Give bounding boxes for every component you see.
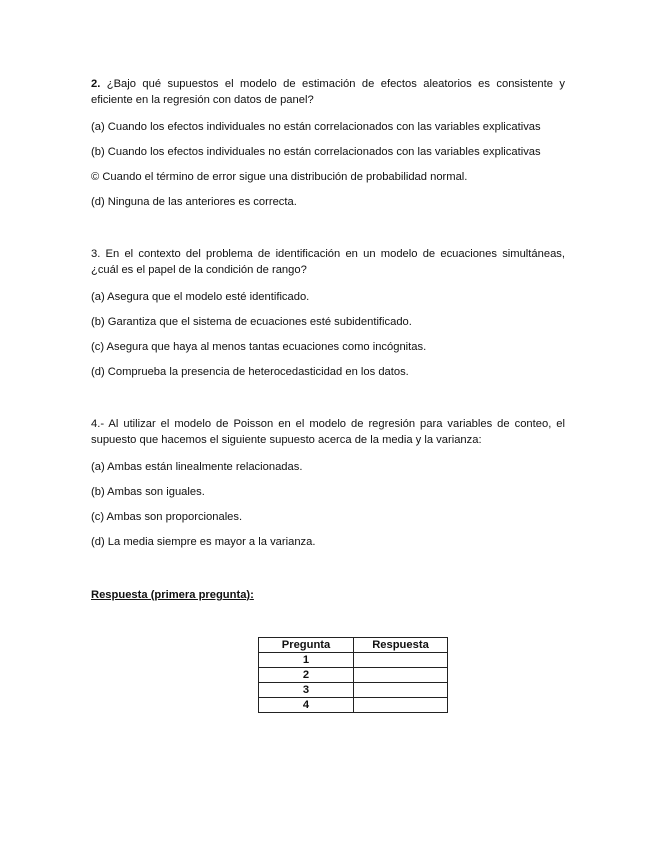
respuesta-cell[interactable] (354, 668, 448, 683)
header-respuesta: Respuesta (354, 638, 448, 653)
question-3-option-d: (d) Comprueba la presencia de heterocedasticidad en los datos. (91, 366, 409, 378)
question-4-option-c: (c) Ambas son proporcionales. (91, 511, 243, 523)
question-3-text: 3. En el contexto del problema de identificación en un modelo de ecuaciones simultáneas, ¿cuál es el papel de la condición de rango? (91, 248, 565, 276)
document-page (91, 76, 565, 602)
question-3-option-c: (c) Asegura que haya al menos tantas ecuaciones como incógnitas. (91, 341, 427, 353)
table-row (259, 683, 448, 698)
pregunta-cell: 1 (259, 653, 354, 668)
spacer (91, 560, 565, 588)
answer-heading: Respuesta (primera pregunta): (91, 589, 254, 601)
pregunta-cell: 2 (259, 668, 354, 683)
question-2-option-b: (b) Cuando los efectos individuales no están correlacionados con las variables explicativas (91, 146, 541, 158)
answer-table-header-row (259, 638, 448, 653)
question-2-option-a: (a) Cuando los efectos individuales no están correlacionados con las variables explicativas (91, 121, 541, 133)
header-pregunta: Pregunta (259, 638, 354, 653)
question-4-option-d: (d) La media siempre es mayor a la varianza. (91, 536, 316, 548)
spacer (91, 220, 565, 246)
pregunta-cell: 3 (259, 683, 354, 698)
respuesta-cell[interactable] (354, 653, 448, 668)
table-row (259, 698, 448, 713)
table-row (259, 668, 448, 683)
pregunta-cell: 4 (259, 698, 354, 713)
question-4-option-b: (b) Ambas son iguales. (91, 486, 205, 498)
table-row (259, 653, 448, 668)
question-2-option-d: (d) Ninguna de las anteriores es correcta. (91, 196, 297, 208)
question-4-option-a: (a) Ambas están linealmente relacionadas. (91, 461, 303, 473)
question-3-option-a: (a) Asegura que el modelo esté identificado. (91, 291, 310, 303)
question-4-text: 4.- Al utilizar el modelo de Poisson en el modelo de regresión para variables de conteo, el supuesto que hacemos el siguiente supuesto acerca de la media y la varianza: (91, 418, 565, 446)
spacer (91, 390, 565, 416)
question-3-option-b: (b) Garantiza que el sistema de ecuaciones esté subidentificado. (91, 316, 412, 328)
respuesta-cell[interactable] (354, 698, 448, 713)
question-2-body: ¿Bajo qué supuestos el modelo de estimación de efectos aleatorios es consistente y eficiente en la regresión con datos de panel? (91, 78, 565, 106)
answer-table (258, 637, 448, 713)
question-2-text (91, 76, 565, 108)
respuesta-cell[interactable] (354, 683, 448, 698)
question-2-number: 2. (91, 78, 101, 90)
question-2-option-c: © Cuando el término de error sigue una distribución de probabilidad normal. (91, 171, 468, 183)
